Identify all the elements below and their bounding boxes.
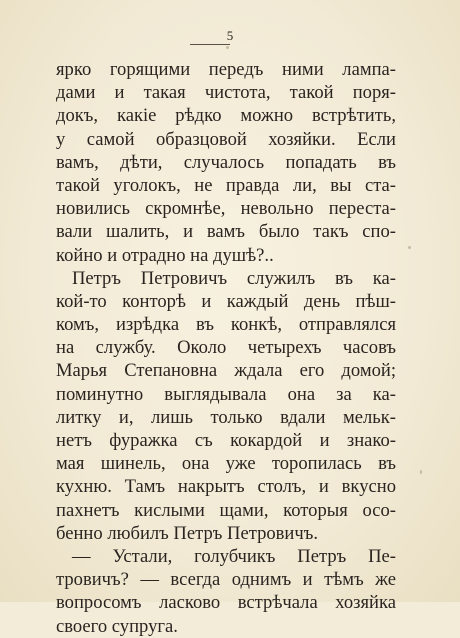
body-text — [56, 58, 396, 638]
text-line: у самой образцовой хозяйки. Если — [56, 128, 396, 150]
text-line: Петръ Петровичъ служилъ въ ка- — [72, 267, 396, 289]
text-line: литку и, лишь только вдали мельк- — [56, 406, 396, 428]
text-line: поминутно выглядывала она за ка- — [56, 383, 396, 405]
text-line: новились скромнѣе, невольно переста- — [56, 198, 396, 220]
text-line: ярко горящими передъ ними лампа- — [56, 59, 396, 80]
paper-speck — [408, 246, 411, 249]
text-line: кой-то конторѣ и каждый день пѣш- — [56, 290, 396, 312]
text-line: тровичъ? — всегда однимъ и тѣмъ же — [56, 569, 396, 591]
page-number: 5 — [226, 28, 234, 43]
text-line: на службу. Около четырехъ часовъ — [56, 337, 396, 359]
text-line: вамъ, дѣти, случалось попадать въ — [56, 151, 396, 173]
page-number-rule — [190, 44, 230, 45]
text-line: мая шинель, она уже торопилась въ — [56, 453, 396, 475]
text-line: вопросомъ ласково встрѣчала хозяйка — [56, 592, 396, 614]
text-line: кухню. Тамъ накрытъ столъ, и вкусно — [56, 476, 396, 498]
text-line: докъ, какіе рѣдко можно встрѣтить, — [56, 105, 396, 127]
paragraph-1 — [56, 58, 396, 267]
text-line: койно и отрадно на душѣ?.. — [56, 244, 274, 266]
text-line: — Устали, голубчикъ Петръ Пе- — [72, 545, 396, 567]
text-line: вали шалить, и вамъ было такъ спо- — [56, 221, 396, 243]
paragraph-3 — [56, 545, 396, 638]
paper-speck — [300, 560, 304, 562]
paper-speck — [420, 470, 422, 474]
text-line: пахнетъ кислыми щами, которыя осо- — [56, 499, 396, 521]
text-line: нетъ фуражка съ кокардой и знако- — [56, 430, 396, 451]
paragraph-2 — [56, 267, 396, 545]
text-line: своего супруга. — [56, 615, 178, 637]
text-line: такой уголокъ, не правда ли, вы ста- — [56, 174, 396, 196]
text-line: дами и такая чистота, такой поря- — [56, 82, 396, 104]
text-line: комъ, изрѣдка въ конкѣ, отправлялся — [56, 314, 396, 336]
text-line: бенно любилъ Петръ Петровичъ. — [56, 522, 319, 544]
paper-speck — [226, 46, 229, 49]
text-line: Марья Степановна ждала его домой; — [56, 360, 396, 382]
